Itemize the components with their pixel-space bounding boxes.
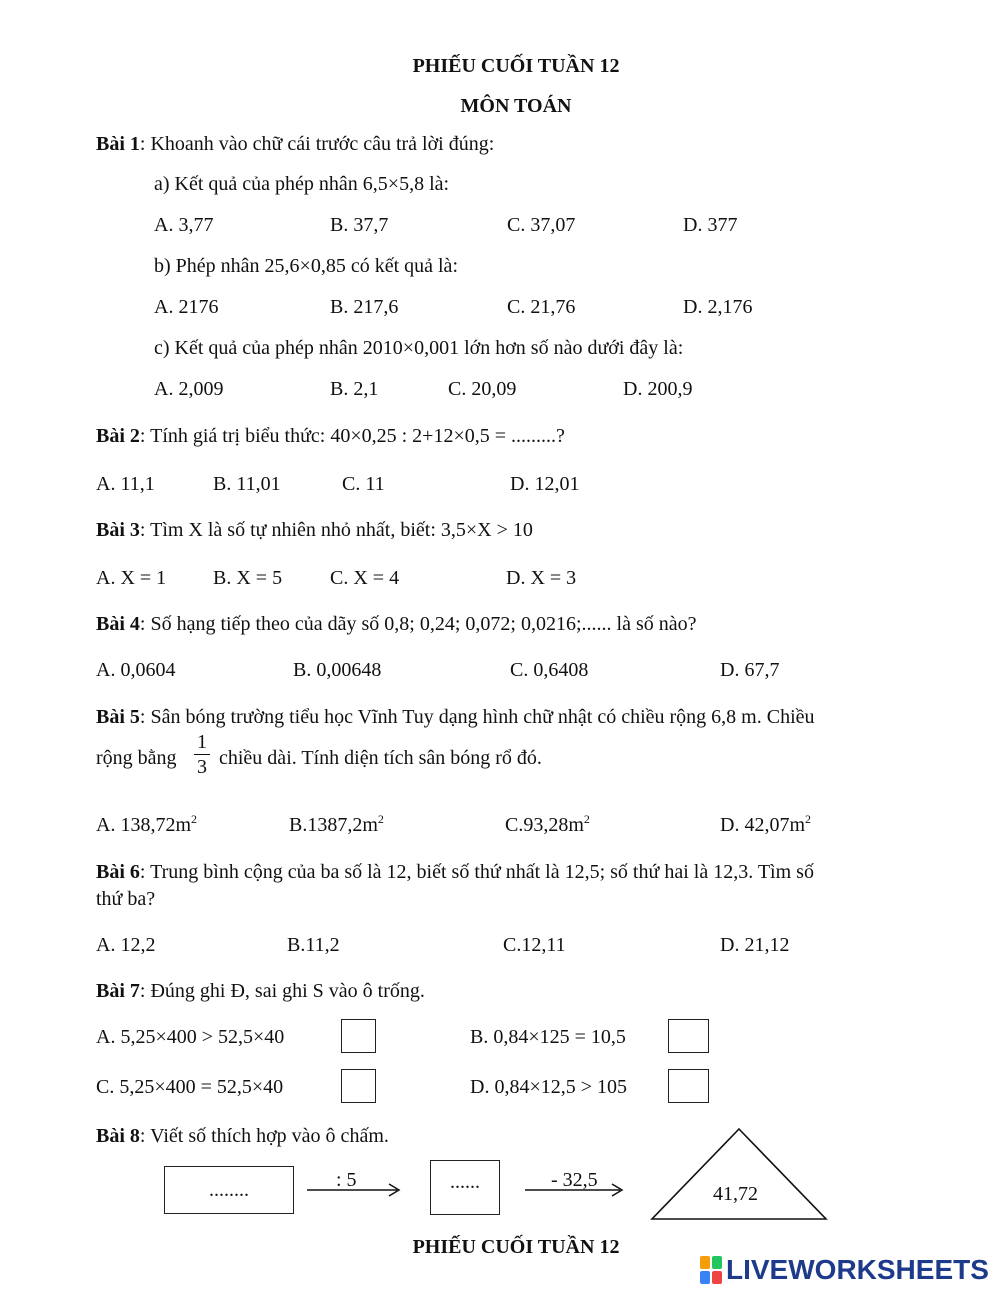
- question-7-label: Bài 7: [96, 980, 140, 1002]
- question-5-option-b-text: B.1387,2m: [289, 814, 378, 836]
- triangle-value: 41,72: [713, 1183, 758, 1205]
- question-3-text: : Tìm X là số tự nhiên nhỏ nhất, biết: 3,5×X > 10: [139, 519, 533, 541]
- blank-box-2-dots: ......: [450, 1171, 480, 1193]
- question-2-label: Bài 2: [96, 425, 140, 447]
- unit-superscript: 2: [805, 812, 811, 826]
- answer-box-b[interactable]: [668, 1019, 709, 1053]
- logo-text: LIVEWORKSHEETS: [726, 1254, 989, 1285]
- fraction-denominator: 3: [197, 756, 207, 778]
- question-5: [96, 707, 938, 727]
- question-5-option-d-text: D. 42,07m: [720, 814, 805, 836]
- question-7-text: : Đúng ghi Đ, sai ghi S vào ô trống.: [139, 980, 425, 1002]
- question-1: [96, 134, 494, 154]
- answer-box-d[interactable]: [668, 1069, 709, 1103]
- answer-box-a[interactable]: [341, 1019, 376, 1053]
- question-6: [96, 862, 938, 882]
- question-1c-text: c) Kết quả của phép nhân 2010×0,001 lớn hơn số nào dưới đây là:: [154, 337, 684, 359]
- unit-superscript: 2: [583, 812, 590, 826]
- question-1c-option-b[interactable]: B. 2,1: [330, 378, 379, 400]
- question-3-option-a[interactable]: A. X = 1: [96, 567, 167, 589]
- question-3-option-c[interactable]: C. X = 4: [330, 567, 400, 589]
- fraction-numerator: 1: [197, 731, 207, 753]
- question-8-label: Bài 8: [96, 1125, 140, 1147]
- result-triangle: [648, 1126, 830, 1222]
- question-2-option-d[interactable]: D. 12,01: [510, 473, 580, 495]
- question-2-text: : Tính giá trị biểu thức: 40×0,25 : 2+12×0,5 = .........?: [139, 425, 565, 447]
- question-1-label: Bài 1: [96, 133, 140, 155]
- question-1b-option-d[interactable]: D. 2,176: [683, 296, 753, 318]
- question-6-text-line2: thứ ba?: [96, 888, 156, 910]
- question-4-option-d[interactable]: D. 67,7: [720, 659, 780, 681]
- question-6-label: Bài 6: [96, 861, 140, 883]
- question-7-statement-c: C. 5,25×400 = 52,5×40: [96, 1076, 284, 1098]
- answer-box-c[interactable]: [341, 1069, 376, 1103]
- blank-box-1-dots: ........: [209, 1179, 249, 1201]
- question-5-label: Bài 5: [96, 706, 140, 728]
- question-7-statement-a: A. 5,25×400 > 52,5×40: [96, 1026, 285, 1048]
- question-1a-option-a[interactable]: A. 3,77: [154, 214, 214, 236]
- question-1a-option-c[interactable]: C. 37,07: [507, 214, 576, 236]
- question-1b-option-a[interactable]: A. 2176: [154, 296, 219, 318]
- question-6-option-b[interactable]: B.11,2: [287, 934, 340, 956]
- question-5-text-line2b: chiều dài. Tính diện tích sân bóng rổ đó.: [219, 747, 542, 769]
- question-3-label: Bài 3: [96, 519, 140, 541]
- liveworksheets-logo: [700, 1252, 989, 1288]
- question-4-option-c[interactable]: C. 0,6408: [510, 659, 589, 681]
- question-2-option-c[interactable]: C. 11: [342, 473, 385, 495]
- question-4-label: Bài 4: [96, 613, 140, 635]
- unit-superscript: 2: [191, 812, 197, 826]
- question-3-option-b[interactable]: B. X = 5: [213, 567, 283, 589]
- question-2: [96, 426, 565, 446]
- question-1a-text: a) Kết quả của phép nhân 6,5×5,8 là:: [154, 173, 450, 195]
- footer-title: PHIẾU CUỐI TUẦN 12: [412, 1236, 620, 1258]
- question-1c-option-a[interactable]: A. 2,009: [154, 378, 224, 400]
- question-3: [96, 520, 533, 540]
- question-5-option-a-text: A. 138,72m: [96, 814, 191, 836]
- logo-mark-icon: [700, 1256, 722, 1284]
- question-5-option-b[interactable]: [289, 812, 384, 836]
- question-4-option-a[interactable]: A. 0,0604: [96, 659, 176, 681]
- operation-minus-32-5: - 32,5: [551, 1169, 598, 1191]
- question-4-option-b[interactable]: B. 0,00648: [293, 659, 382, 681]
- question-5-option-d[interactable]: [720, 812, 811, 836]
- question-7: [96, 981, 425, 1001]
- question-1b-option-c[interactable]: C. 21,76: [507, 296, 576, 318]
- question-3-option-d[interactable]: D. X = 3: [506, 567, 577, 589]
- question-5-option-a[interactable]: [96, 812, 197, 836]
- question-4: [96, 614, 697, 634]
- question-1c-option-d[interactable]: D. 200,9: [623, 378, 693, 400]
- question-5-option-c[interactable]: [505, 812, 590, 836]
- question-2-option-a[interactable]: A. 11,1: [96, 473, 155, 495]
- operation-divide-5: : 5: [336, 1169, 357, 1191]
- arrow-right-icon: [523, 1180, 628, 1200]
- question-6-option-a[interactable]: A. 12,2: [96, 934, 156, 956]
- question-4-text: : Số hạng tiếp theo của dãy số 0,8; 0,24; 0,072; 0,0216;...... là số nào?: [139, 613, 697, 635]
- worksheet-title: PHIẾU CUỐI TUẦN 12: [412, 55, 620, 77]
- fraction-one-third: [192, 731, 212, 778]
- question-5-text-line1: : Sân bóng trường tiểu học Vĩnh Tuy dạng hình chữ nhật có chiều rộng 6,8 m. Chiều: [139, 706, 815, 728]
- question-8: [96, 1126, 389, 1146]
- fraction-bar: [194, 754, 210, 755]
- question-5-text-line2a: rộng bằng: [96, 747, 177, 769]
- question-6-option-c[interactable]: C.12,11: [503, 934, 566, 956]
- arrow-right-icon: [305, 1180, 405, 1200]
- question-1a-option-d[interactable]: D. 377: [683, 214, 738, 236]
- subject-title: MÔN TOÁN: [460, 95, 572, 117]
- question-1b-option-b[interactable]: B. 217,6: [330, 296, 399, 318]
- question-1c-option-c[interactable]: C. 20,09: [448, 378, 517, 400]
- unit-superscript: 2: [377, 812, 384, 826]
- question-7-statement-b: B. 0,84×125 = 10,5: [470, 1026, 626, 1048]
- question-2-option-b[interactable]: B. 11,01: [213, 473, 281, 495]
- question-5-option-c-text: C.93,28m: [505, 814, 584, 836]
- question-6-option-d[interactable]: D. 21,12: [720, 934, 790, 956]
- question-7-statement-d: D. 0,84×12,5 > 105: [470, 1076, 628, 1098]
- question-1-text: : Khoanh vào chữ cái trước câu trả lời đúng:: [139, 133, 495, 155]
- question-1b-text: b) Phép nhân 25,6×0,85 có kết quả là:: [154, 255, 458, 277]
- question-6-text-line1: : Trung bình cộng của ba số là 12, biết số thứ nhất là 12,5; số thứ hai là 12,3. Tìm số: [139, 861, 814, 883]
- question-8-text: : Viết số thích hợp vào ô chấm.: [139, 1125, 389, 1147]
- question-1a-option-b[interactable]: B. 37,7: [330, 214, 389, 236]
